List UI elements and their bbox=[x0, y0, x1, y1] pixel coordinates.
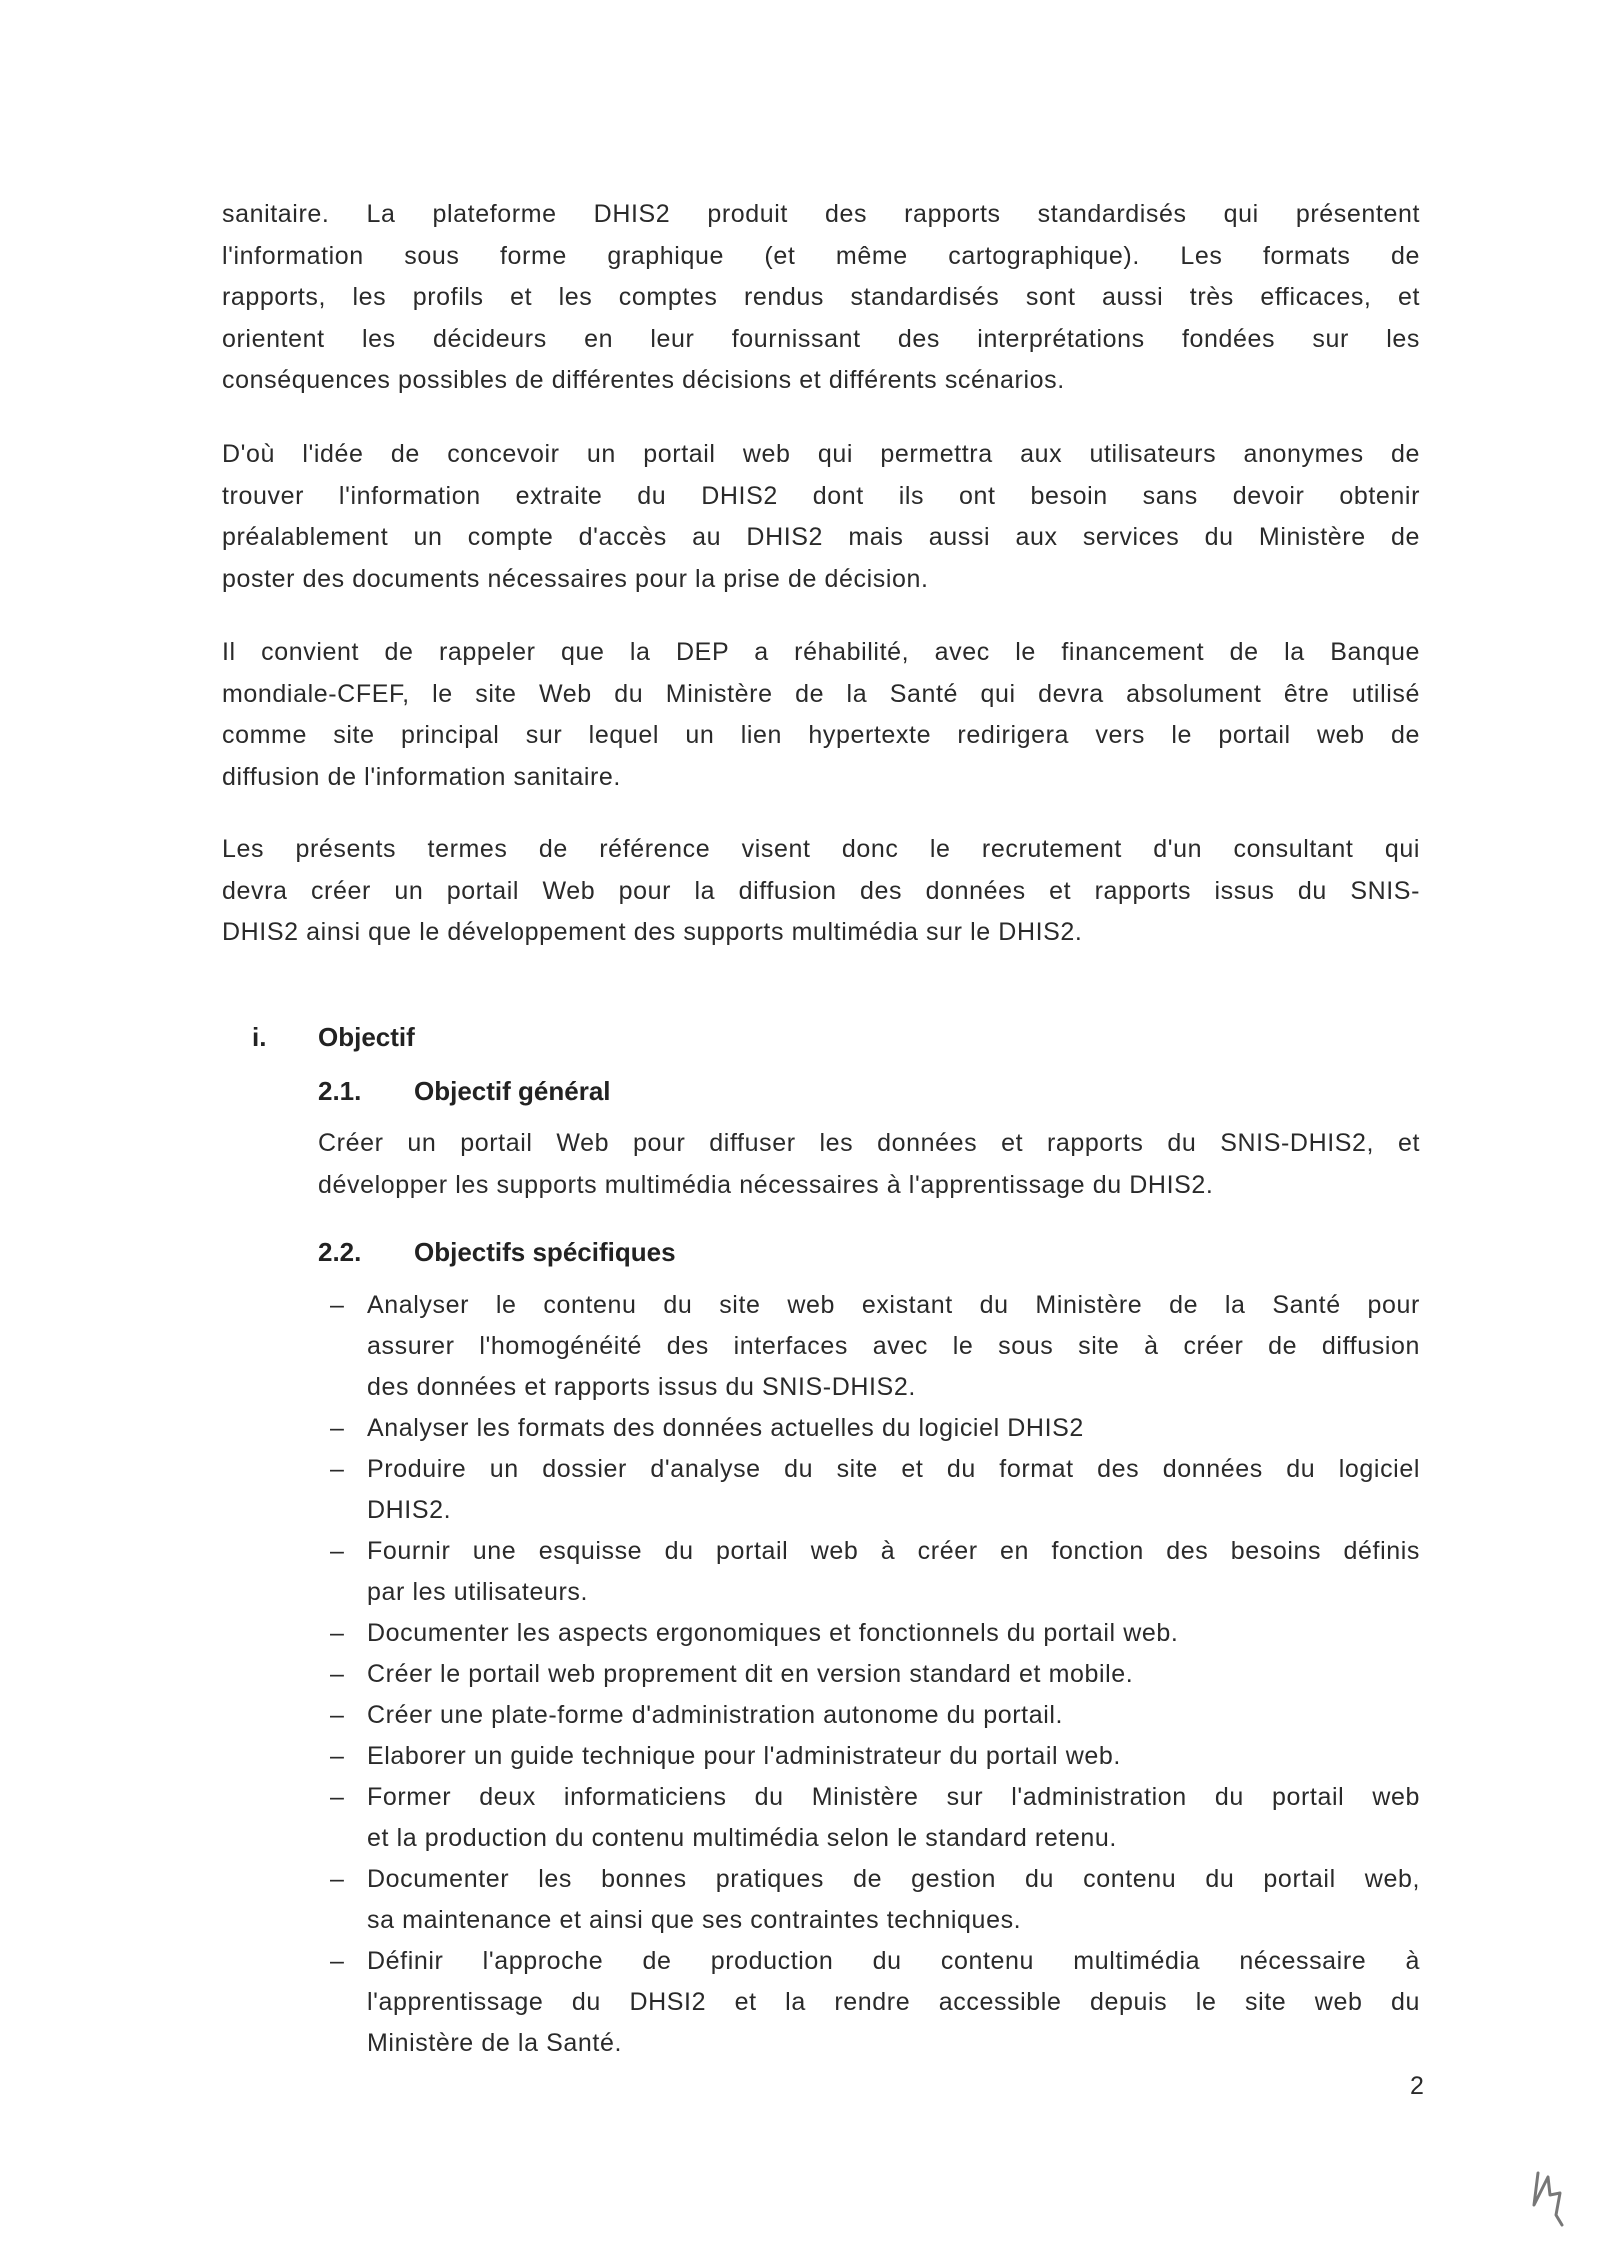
dash-bullet-icon: – bbox=[330, 1619, 344, 1647]
text-line: Fournir une esquisse du portail web à créer en fonction des besoins définis bbox=[367, 1537, 1420, 1565]
text-line: l'apprentissage du DHSI2 et la rendre accessible depuis le site web du bbox=[367, 1988, 1420, 2016]
dash-bullet-icon: – bbox=[330, 1537, 344, 1565]
specific-objectives-list bbox=[330, 1285, 1420, 2064]
section-number: i. bbox=[252, 1022, 267, 1052]
text-line: diffusion de l'information sanitaire. bbox=[222, 762, 621, 791]
list-item-text bbox=[367, 1777, 1420, 1859]
subsection-2-1-title: Objectif général bbox=[414, 1076, 611, 1106]
list-item-text bbox=[367, 1695, 1420, 1736]
text-line: D'où l'idée de concevoir un portail web qui permettra aux utilisateurs anonymes de bbox=[222, 440, 1420, 468]
general-objective-text bbox=[318, 1123, 1420, 1206]
dash-bullet-icon: – bbox=[330, 1414, 344, 1442]
paragraph-terms-of-reference bbox=[222, 829, 1420, 954]
dash-bullet-icon: – bbox=[330, 1660, 344, 1688]
list-item-text bbox=[367, 1859, 1420, 1941]
text-line: Définir l'approche de production du contenu multimédia nécessaire à bbox=[367, 1947, 1420, 1975]
text-line: développer les supports multimédia nécessaires à l'apprentissage du DHIS2. bbox=[318, 1170, 1214, 1199]
subsection-2-1-number: 2.1. bbox=[318, 1076, 362, 1106]
text-line: préalablement un compte d'accès au DHIS2 mais aussi aux services du Ministère de bbox=[222, 523, 1420, 551]
subsection-2-2-title: Objectifs spécifiques bbox=[414, 1237, 676, 1267]
text-line: DHIS2 ainsi que le développement des supports multimédia sur le DHIS2. bbox=[222, 918, 1083, 946]
text-line: l'information sous forme graphique (et même cartographique). Les formats de bbox=[222, 241, 1420, 270]
text-line: mondiale-CFEF, le site Web du Ministère de la Santé qui devra absolument être utilisé bbox=[222, 679, 1420, 708]
list-item bbox=[330, 1285, 1420, 1408]
list-item bbox=[330, 1408, 1420, 1449]
text-line: Documenter les bonnes pratiques de gestion du contenu du portail web, bbox=[367, 1865, 1420, 1893]
page-number: 2 bbox=[1410, 2072, 1424, 2100]
list-item bbox=[330, 1859, 1420, 1941]
paragraph-dep-website bbox=[222, 632, 1420, 798]
text-line: Créer une plate-forme d'administration autonome du portail. bbox=[367, 1701, 1064, 1729]
text-line: sanitaire. La plateforme DHIS2 produit des rapports standardisés qui présentent bbox=[222, 200, 1420, 228]
list-item bbox=[330, 1654, 1420, 1695]
list-item bbox=[330, 1531, 1420, 1613]
list-item-text bbox=[367, 1531, 1420, 1613]
text-line: Créer le portail web proprement dit en version standard et mobile. bbox=[367, 1660, 1134, 1688]
paragraph-context bbox=[222, 194, 1420, 402]
dash-bullet-icon: – bbox=[330, 1291, 344, 1319]
text-line: Documenter les aspects ergonomiques et fonctionnels du portail web. bbox=[367, 1619, 1179, 1647]
text-line: Les présents termes de référence visent donc le recrutement d'un consultant qui bbox=[222, 835, 1420, 863]
text-line: Former deux informaticiens du Ministère sur l'administration du portail web bbox=[367, 1783, 1420, 1811]
text-line: comme site principal sur lequel un lien hypertexte redirigera vers le portail web de bbox=[222, 721, 1420, 749]
list-item-text bbox=[367, 1408, 1420, 1449]
dash-bullet-icon: – bbox=[330, 1783, 344, 1811]
list-item bbox=[330, 1777, 1420, 1859]
list-item-text bbox=[367, 1736, 1420, 1777]
text-line: conséquences possibles de différentes décisions et différents scénarios. bbox=[222, 366, 1065, 394]
list-item-text bbox=[367, 1654, 1420, 1695]
list-item-text bbox=[367, 1285, 1420, 1408]
list-item bbox=[330, 1613, 1420, 1654]
text-line: devra créer un portail Web pour la diffusion des données et rapports issus du SNIS- bbox=[222, 876, 1420, 905]
text-line: orientent les décideurs en leur fournissant des interprétations fondées sur les bbox=[222, 324, 1420, 353]
text-line: Analyser le contenu du site web existant du Ministère de la Santé pour bbox=[367, 1291, 1420, 1319]
subsection-2-2-number: 2.2. bbox=[318, 1237, 362, 1267]
list-item bbox=[330, 1736, 1420, 1777]
dash-bullet-icon: – bbox=[330, 1455, 344, 1483]
text-line: rapports, les profils et les comptes rendus standardisés sont aussi très efficaces, et bbox=[222, 283, 1420, 311]
text-line: Il convient de rappeler que la DEP a réhabilité, avec le financement de la Banque bbox=[222, 638, 1420, 666]
text-line: Ministère de la Santé. bbox=[367, 2029, 622, 2057]
text-line: Créer un portail Web pour diffuser les données et rapports du SNIS-DHIS2, et bbox=[318, 1129, 1420, 1157]
text-line: sa maintenance et ainsi que ses contraintes techniques. bbox=[367, 1906, 1022, 1934]
list-item bbox=[330, 1449, 1420, 1531]
signature-initials bbox=[1530, 2165, 1580, 2237]
text-line: DHIS2. bbox=[367, 1496, 452, 1524]
text-line: assurer l'homogénéité des interfaces avec le sous site à créer de diffusion bbox=[367, 1332, 1420, 1360]
text-line: Elaborer un guide technique pour l'administrateur du portail web. bbox=[367, 1742, 1121, 1770]
dash-bullet-icon: – bbox=[330, 1947, 344, 1975]
paragraph-portal-idea bbox=[222, 434, 1420, 600]
list-item-text bbox=[367, 1941, 1420, 2064]
text-line: par les utilisateurs. bbox=[367, 1578, 589, 1606]
dash-bullet-icon: – bbox=[330, 1742, 344, 1770]
list-item-text bbox=[367, 1613, 1420, 1654]
text-line: poster des documents nécessaires pour la prise de décision. bbox=[222, 564, 929, 593]
dash-bullet-icon: – bbox=[330, 1865, 344, 1893]
text-line: des données et rapports issus du SNIS-DHIS2. bbox=[367, 1373, 916, 1401]
list-item bbox=[330, 1941, 1420, 2064]
list-item-text bbox=[367, 1449, 1420, 1531]
text-line: Analyser les formats des données actuelles du logiciel DHIS2 bbox=[367, 1414, 1084, 1442]
text-line: et la production du contenu multimédia selon le standard retenu. bbox=[367, 1824, 1117, 1852]
section-title: Objectif bbox=[318, 1022, 415, 1052]
dash-bullet-icon: – bbox=[330, 1701, 344, 1729]
text-line: trouver l'information extraite du DHIS2 dont ils ont besoin sans devoir obtenir bbox=[222, 481, 1420, 510]
text-line: Produire un dossier d'analyse du site et du format des données du logiciel bbox=[367, 1455, 1420, 1483]
list-item bbox=[330, 1695, 1420, 1736]
